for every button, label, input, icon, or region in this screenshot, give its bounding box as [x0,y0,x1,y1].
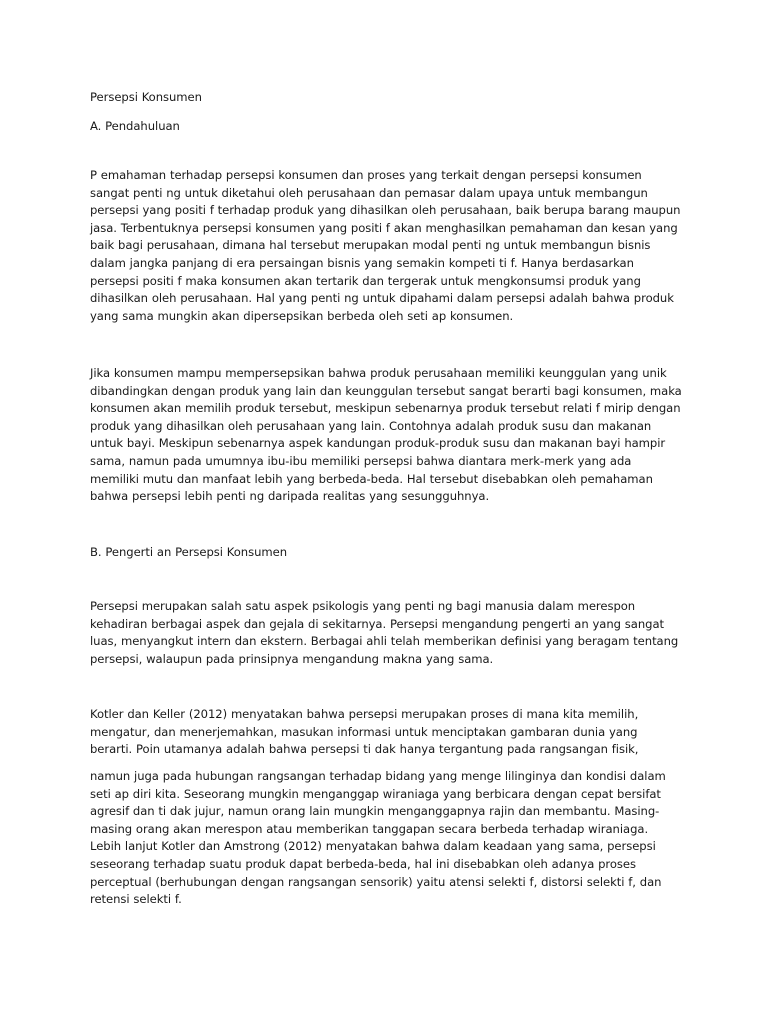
document-title: Persepsi Konsumen [90,90,202,104]
section-b-paragraph-2: Kotler dan Keller (2012) menyatakan bahwa persepsi merupakan proses di mana kita memilih, mengatur, dan menerjemahkan, masukan informasi untuk menciptakan gambaran dunia yang berarti. Poin utamanya adalah bahwa persepsi ti dak hanya tergantung pada rangsangan fisik, [90,707,639,757]
section-a-paragraph-1: P emahaman terhadap persepsi konsumen dan proses yang terkait dengan persepsi konsumen sangat penti ng untuk diketahui oleh perusahaan dan pemasar dalam upaya untuk membangun persepsi yang positi f terhadap produk yang dihasilkan oleh perusahaan, baik berupa barang maupun jasa. Terbentuknya persepsi konsumen yang positi f akan menghasilkan pemahaman dan kesan yang baik bagi perusahaan, dimana hal tersebut merupakan modal penti ng untuk membangun bisnis dalam jangka panjang di era persaingan bisnis yang semakin kompeti ti f. Hanya berdasarkan persepsi positi f maka konsumen akan tertarik dan tergerak untuk mengkonsumsi produk yang dihasilkan oleh perusahaan. Hal yang penti ng untuk dipahami dalam persepsi adalah bahwa produk yang sama mungkin akan dipersepsikan berbeda oleh seti ap konsumen. [90,168,681,323]
section-b-paragraph-1: Persepsi merupakan salah satu aspek psikologis yang penti ng bagi manusia dalam merespon kehadiran berbagai aspek dan gejala di sekitarnya. Persepsi mengandung pengerti an yang sangat luas, menyangkut intern dan ekstern. Berbagai ahli telah memberikan definisi yang beragam tentang persepsi, walaupun pada prinsipnya mengandung makna yang sama. [90,599,679,666]
section-a-heading: A. Pendahuluan [90,119,180,133]
section-b-heading: B. Pengerti an Persepsi Konsumen [90,545,288,559]
section-b-paragraph-3: namun juga pada hubungan rangsangan terhadap bidang yang menge lilinginya dan kondisi dalam seti ap diri kita. Seseorang mungkin menganggap wiraniaga yang berbicara dengan cepat bersifat agresif dan ti dak jujur, namun orang lain mungkin menganggapnya rajin dan membantu. Masing-masing orang akan merespon atau memberikan tanggapan secara berbeda terhadap wiraniaga. Lebih lanjut Kotler dan Amstrong (2012) menyatakan bahwa dalam keadaan yang sama, persepsi seseorang terhadap suatu produk dapat berbeda-beda, hal ini disebabkan oleh adanya proses perceptual (berhubungan dengan rangsangan sensorik) yaitu atensi selekti f, distorsi selekti f, dan retensi selekti f. [90,769,666,907]
section-a-paragraph-2: Jika konsumen mampu mempersepsikan bahwa produk perusahaan memiliki keunggulan yang unik dibandingkan dengan produk yang lain dan keunggulan tersebut sangat berarti bagi konsumen, maka konsumen akan memilih produk tersebut, meskipun sebenarnya produk tersebut relati f mirip dengan produk yang dihasilkan oleh perusahaan yang lain. Contohnya adalah produk susu dan makanan untuk bayi. Meskipun sebenarnya aspek kandungan produk-produk susu dan makanan bayi hampir sama, namun pada umumnya ibu-ibu memiliki persepsi bahwa diantara merk-merk yang ada memiliki mutu dan manfaat lebih yang berbeda-beda. Hal tersebut disebabkan oleh pemahaman bahwa persepsi lebih penti ng daripada realitas yang sesungguhnya. [90,366,682,504]
